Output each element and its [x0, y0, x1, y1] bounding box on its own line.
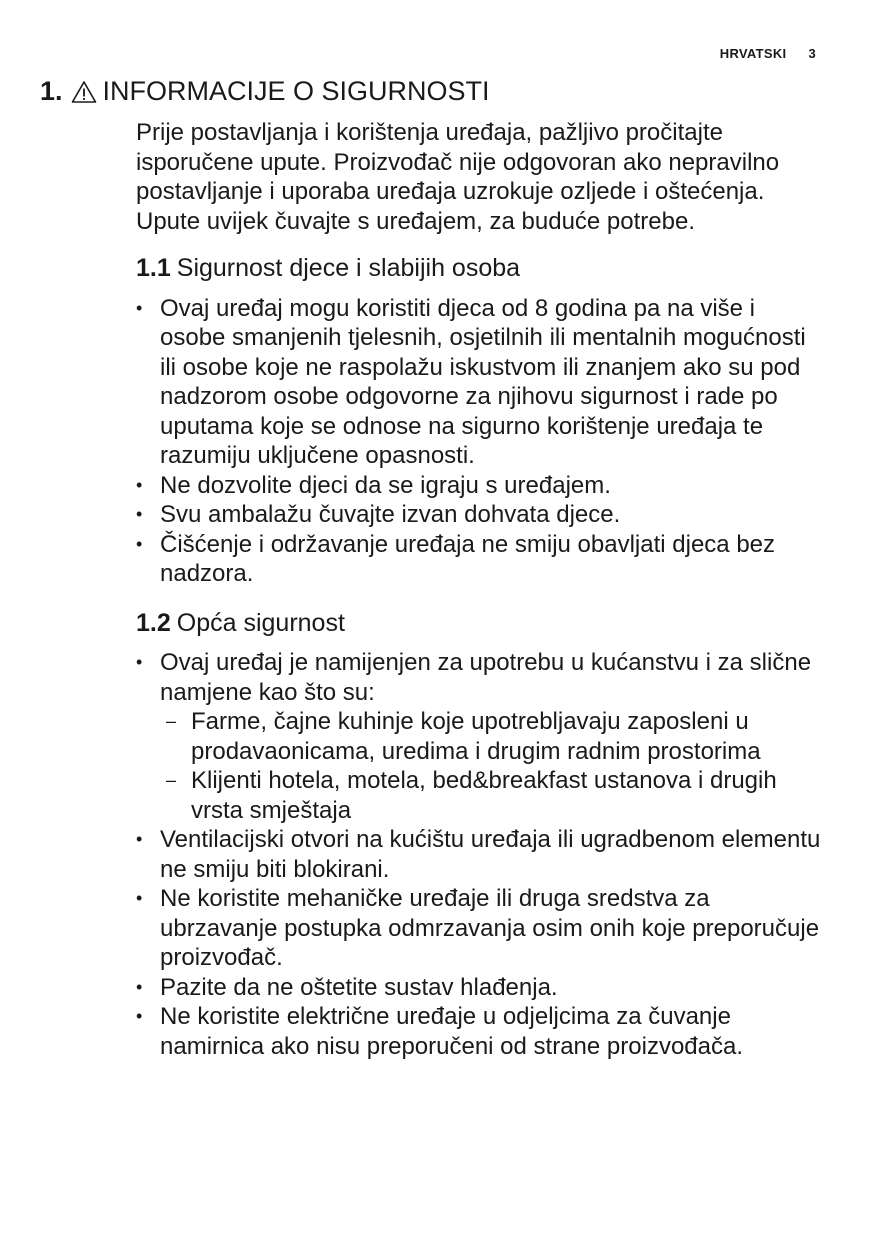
- sub-list-item: – Klijenti hotela, motela, bed&breakfast ustanova i drugih vrsta smještaja: [166, 767, 777, 824]
- child-safety-list: [136, 294, 826, 589]
- list-item: • Pazite da ne oštetite sustav hlađenja.: [136, 973, 558, 1001]
- document-body: [136, 118, 826, 1061]
- sub-list-item: – Farme, čajne kuhinje koje upotrebljavaju zaposleni u prodavaonicama, uredima i drugim radnim prostorima: [166, 708, 761, 765]
- list-item: • Ne dozvolite djeci da se igraju s uređajem.: [136, 471, 611, 499]
- subsection-title: Opća sigurnost: [176, 608, 345, 637]
- bullet-icon: •: [136, 976, 143, 997]
- subsection-heading-1-1: [136, 254, 826, 284]
- list-item: • Čišćenje i održavanje uređaja ne smiju obavljati djeca bez nadzora.: [136, 530, 776, 587]
- warning-triangle-icon: [71, 80, 97, 104]
- subsection-heading-1-2: [136, 609, 826, 639]
- list-item: • Ventilacijski otvori na kućištu uređaja ili ugradbenom elementu ne smiju biti blokirani.: [136, 826, 821, 883]
- bullet-icon: •: [136, 888, 143, 908]
- bullet-icon: •: [136, 474, 143, 495]
- bullet-icon: •: [136, 652, 143, 672]
- general-safety-list: [136, 648, 826, 1061]
- bullet-icon: •: [136, 297, 143, 318]
- subsection-number: 1.1: [136, 254, 171, 282]
- intro-paragraph: Prije postavljanja i korištenja uređaja, pažljivo pročitajte isporučene upute. Proizvođač nije odgovoran ako nepravilno postavljanje i uporaba uređaja uzrokuje ozljede i oštećenja. Upute uvijek čuvajte s uređajem, za buduće potrebe.: [136, 119, 780, 235]
- dash-icon: –: [166, 711, 177, 731]
- subsection-number: 1.2: [136, 608, 171, 637]
- bullet-icon: •: [136, 504, 143, 524]
- page-number: 3: [808, 46, 816, 61]
- bullet-icon: •: [136, 829, 143, 849]
- list-item: • Ne koristite mehaničke uređaje ili druga sredstva za ubrzavanje postupka odmrzavanja osim onih koje preporučuje proizvođač.: [136, 885, 820, 971]
- dash-icon: –: [166, 770, 177, 790]
- section-title: INFORMACIJE O SIGURNOSTI: [102, 76, 490, 106]
- page-header: [720, 46, 816, 61]
- list-item: • Ovaj uređaj mogu koristiti djeca od 8 godina pa na više i osobe smanjenih tjelesnih, osjetilnih ili mentalnih mogućnosti ili osobe koje ne raspolažu iskustvom ili znanjem ako su pod nadzorom osobe odgovorne za njihovu sigurnost i rade po uputama koje se odnose na sigurno korištenje uređaja te razumiju uključene opasnosti.: [136, 294, 806, 469]
- section-heading: [40, 76, 490, 107]
- list-item: • Svu ambalažu čuvajte izvan dohvata djece.: [136, 501, 621, 528]
- language-label: HRVATSKI: [719, 46, 787, 61]
- section-number: 1.: [40, 76, 63, 106]
- list-item: • Ne koristite električne uređaje u odjeljcima za čuvanje namirnica ako nisu preporučeni od strane proizvođača.: [136, 1003, 743, 1060]
- list-item: • Ovaj uređaj je namijenjen za upotrebu u kućanstvu i za slične namjene kao što su: – Farme, čajne kuhinje koje upotrebljavaju zaposleni u prodavaonicama, uredima i drugim radnim prostorima – Klijenti hotela, motela, bed&breakfast ustanova i drugih vrsta smještaja: [136, 648, 826, 825]
- subsection-title: Sigurnost djece i slabijih osoba: [176, 254, 521, 282]
- sub-list: [160, 707, 826, 825]
- bullet-icon: •: [136, 533, 143, 554]
- bullet-icon: •: [136, 1006, 143, 1026]
